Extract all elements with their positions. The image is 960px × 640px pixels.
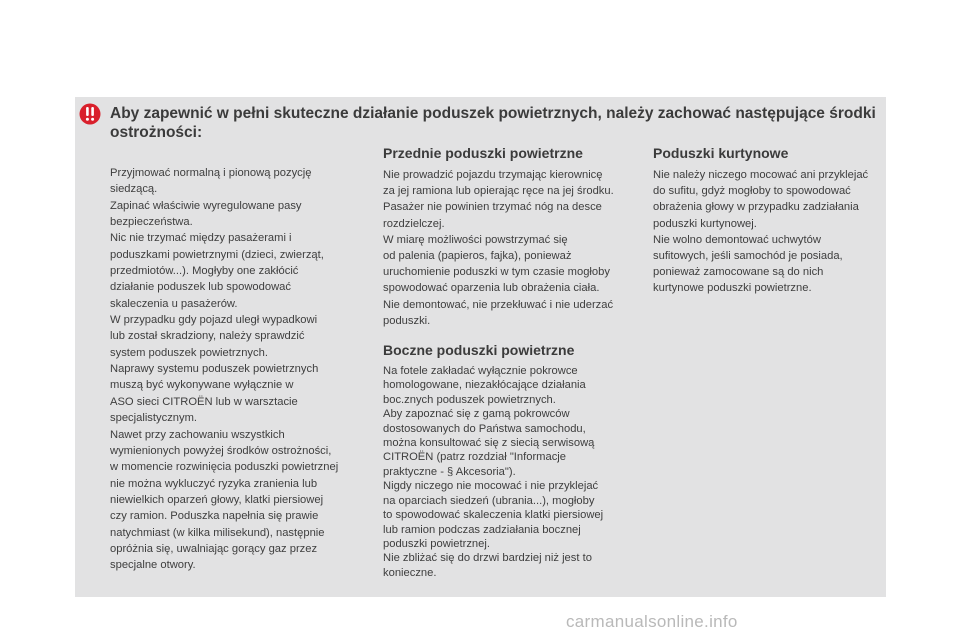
- side-airbags-title: Boczne poduszki powietrzne: [383, 342, 575, 359]
- curtain-airbags-column: [653, 144, 878, 297]
- precautions-text: Przyjmować normalną i pionową pozycję siedzącą. Zapinać właściwie wyregulowane pasy bezpieczeństwa. Nic nie trzymać między pasażerami i poduszkami powietrznymi (dzieci, zwierząt, przedmiotów...). Mogłyby one zakłócić działanie poduszek lub spowodować skaleczenia u pasażerów. W przypadku gdy pojazd uległ wypadkowi lub został skradziony, należy sprawdzić system poduszek powietrznych. Naprawy systemu poduszek powietrznych muszą być wykonywane wyłącznie w ASO sieci CITROËN lub w warsztacie specjalistycznym. Nawet przy zachowaniu wszystkich wymienionych powyżej środków ostrożności, w momencie rozwinięcia poduszki powietrznej nie można wykluczyć ryzyka zranienia lub niewielkich oparzeń głowy, klatki piersiowej czy ramion. Poduszka napełnia się prawie natychmiast (w kilka milisekund), następnie opróżnia się, uwalniając gorący gaz przez specjalne otwory.: [110, 167, 339, 572]
- curtain-airbags-text: Nie należy niczego mocować ani przyklejać do sufitu, gdyż mogłoby to spowodować obrażenia głowy w przypadku zadziałania poduszki kurtynowej. Nie wolno demontować uchwytów sufitowych, jeśli samochód je posiada, ponieważ zamocowane są do nich kurtynowe poduszki powietrzne.: [653, 169, 869, 295]
- airbags-front-side-column: [383, 144, 645, 580]
- site-watermark: carmanualsonline.info: [566, 612, 738, 631]
- exclamation-warning-icon: [79, 103, 101, 125]
- precautions-column: [110, 165, 378, 574]
- warning-heading: Aby zapewnić w pełni skuteczne działanie poduszek powietrznych, należy zachować następujące środki ostrożności:: [110, 105, 876, 141]
- front-airbags-title: Przednie poduszki powietrzne: [383, 145, 583, 161]
- side-airbags-text: Na fotele zakładać wyłącznie pokrowce homologowane, niezakłócające działania boc.znych poduszek powietrznych. Aby zapoznać się z gamą pokrowców dostosowanych do Państwa samochodu, można konsultować się z siecią serwisową CITROËN (patrz rozdział "Informacje praktyczne - § Akcesoria"). Nigdy niczego nie mocować i nie przyklejać na oparciach siedzeń (ubrania...), mogłoby to spowodować skaleczenia klatki piersiowej lub ramion podczas zadziałania bocznej poduszki powietrznej. Nie zbliżać się do drzwi bardziej niż jest to konieczne.: [383, 365, 604, 579]
- curtain-airbags-title: Poduszki kurtynowe: [653, 145, 789, 161]
- front-airbags-text: Nie prowadzić pojazdu trzymając kierownicę za jej ramiona lub opierając ręce na jej środku. Pasażer nie powinien trzymać nóg na desce rozdzielczej. W miarę możliwości powstrzymać się od palenia (papieros, fajka), ponieważ uruchomienie poduszki w tym czasie mogłoby spowodować oparzenia lub obrażenia ciała. Nie demontować, nie przekłuwać i nie uderzać poduszki.: [383, 169, 614, 327]
